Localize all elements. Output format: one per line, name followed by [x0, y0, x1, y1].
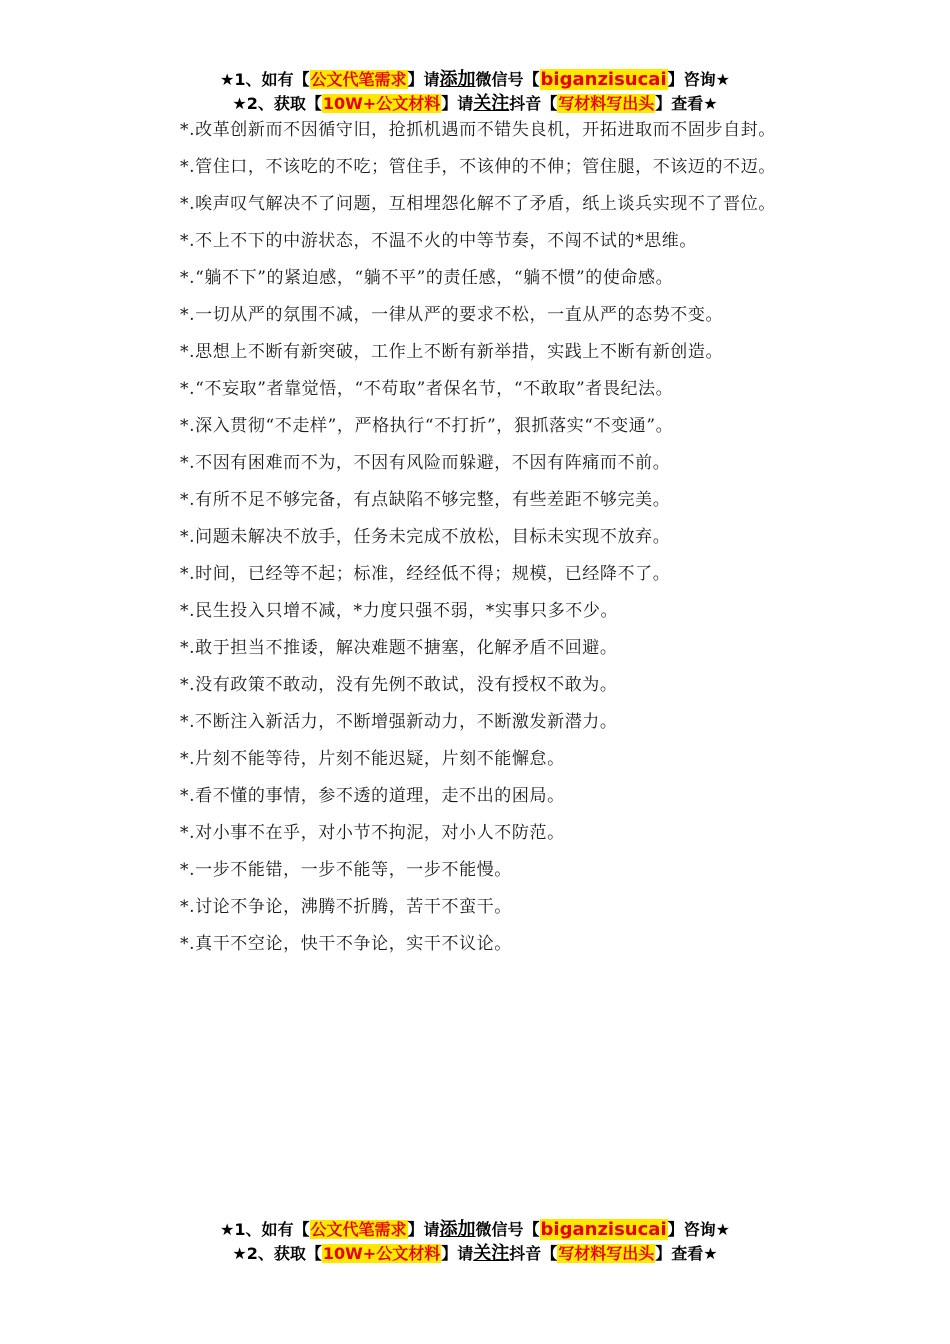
banner-text: ★1、如有【 — [220, 1220, 310, 1239]
paragraph: *.唉声叹气解决不了问题，互相埋怨化解不了矛盾，纸上谈兵实现不了晋位。 — [180, 194, 776, 214]
highlight-service: 公文代笔需求 — [310, 70, 407, 89]
paragraph: *.看不懂的事情，参不透的道理，走不出的困局。 — [180, 786, 565, 806]
highlight-douyin: 写材料写出头 — [558, 94, 655, 113]
highlight-materials: 10W+公文材料 — [322, 1244, 441, 1263]
paragraph: *.讨论不争论，沸腾不折腾，苦干不蛮干。 — [180, 897, 512, 917]
highlight-wechat-id: biganzisucai — [540, 69, 667, 90]
highlight-wechat-id: biganzisucai — [540, 1219, 667, 1240]
paragraph: *.“躺不下”的紧迫感，“躺不平”的责任感，“躺不惯”的使命感。 — [180, 268, 674, 288]
paragraph: *.一切从严的氛围不减，一律从严的要求不松，一直从严的态势不变。 — [180, 305, 724, 325]
banner-text: ★2、获取【 — [232, 1244, 322, 1263]
banner-text: 】请 — [407, 1220, 440, 1239]
paragraph: *.一步不能错，一步不能等，一步不能慢。 — [180, 860, 512, 880]
emphasis-add: 添加 — [439, 69, 476, 90]
banner-text: 抖音【 — [509, 94, 558, 113]
paragraph: *.不上不下的中游状态，不温不火的中等节奏，不闯不试的*思维。 — [180, 231, 698, 251]
banner-line-1 — [0, 68, 950, 92]
paragraph: *.没有政策不敢动，没有先例不敢试，没有授权不敢为。 — [180, 675, 618, 695]
paragraph: *.不断注入新活力，不断增强新动力，不断激发新潜力。 — [180, 712, 618, 732]
paragraph: *.有所不足不够完备，有点缺陷不够完整，有些差距不够完美。 — [180, 490, 671, 510]
banner-line-1 — [0, 1218, 950, 1242]
paragraph: *.真干不空论，快干不争论，实干不议论。 — [180, 934, 512, 954]
document-body — [144, 118, 809, 969]
highlight-douyin: 写材料写出头 — [558, 1244, 655, 1263]
banner-text: 抖音【 — [509, 1244, 558, 1263]
paragraph: *.民生投入只增不减，*力度只强不弱，*实事只多不少。 — [180, 601, 619, 621]
banner-text: ★2、获取【 — [232, 94, 322, 113]
banner-text: 】请 — [441, 94, 474, 113]
header-banner — [0, 68, 950, 116]
banner-text: 微信号【 — [475, 1220, 540, 1239]
banner-text: ★1、如有【 — [220, 70, 310, 89]
paragraph: *.片刻不能等待，片刻不能迟疑，片刻不能懈怠。 — [180, 749, 565, 769]
emphasis-follow: 关注 — [473, 93, 510, 114]
footer-banner — [0, 1218, 950, 1266]
paragraph: *.时间，已经等不起；标准，经经低不得；规模，已经降不了。 — [180, 564, 671, 584]
paragraph: *.不因有困难而不为，不因有风险而躲避，不因有阵痛而不前。 — [180, 453, 671, 473]
banner-text: 】咨询★ — [667, 1220, 730, 1239]
paragraph: *.管住口，不该吃的不吃；管住手，不该伸的不伸；管住腿，不该迈的不迈。 — [180, 157, 776, 177]
highlight-materials: 10W+公文材料 — [322, 94, 441, 113]
emphasis-follow: 关注 — [473, 1243, 510, 1264]
banner-text: 】咨询★ — [667, 70, 730, 89]
paragraph: *.思想上不断有新突破，工作上不断有新举措，实践上不断有新创造。 — [180, 342, 724, 362]
paragraph: *.深入贯彻“不走样”，严格执行“不打折”，狠抓落实“不变通”。 — [180, 416, 674, 436]
paragraph: *.对小事不在乎，对小节不拘泥，对小人不防范。 — [180, 823, 565, 843]
emphasis-add: 添加 — [439, 1219, 476, 1240]
banner-text: 】查看★ — [655, 1244, 718, 1263]
paragraph: *.敢于担当不推诿，解决难题不搪塞，化解矛盾不回避。 — [180, 638, 618, 658]
banner-line-2 — [0, 1242, 950, 1266]
banner-text: 】请 — [407, 70, 440, 89]
paragraph: *.改革创新而不因循守旧，抢抓机遇而不错失良机，开拓进取而不固步自封。 — [180, 120, 776, 140]
banner-text: 】请 — [441, 1244, 474, 1263]
highlight-service: 公文代笔需求 — [310, 1220, 407, 1239]
banner-text: 】查看★ — [655, 94, 718, 113]
paragraph: *.问题未解决不放手，任务未完成不放松，目标未实现不放弃。 — [180, 527, 671, 547]
banner-text: 微信号【 — [475, 70, 540, 89]
banner-line-2 — [0, 92, 950, 116]
paragraph: *.“不妄取”者靠觉悟，“不苟取”者保名节，“不敢取”者畏纪法。 — [180, 379, 674, 399]
